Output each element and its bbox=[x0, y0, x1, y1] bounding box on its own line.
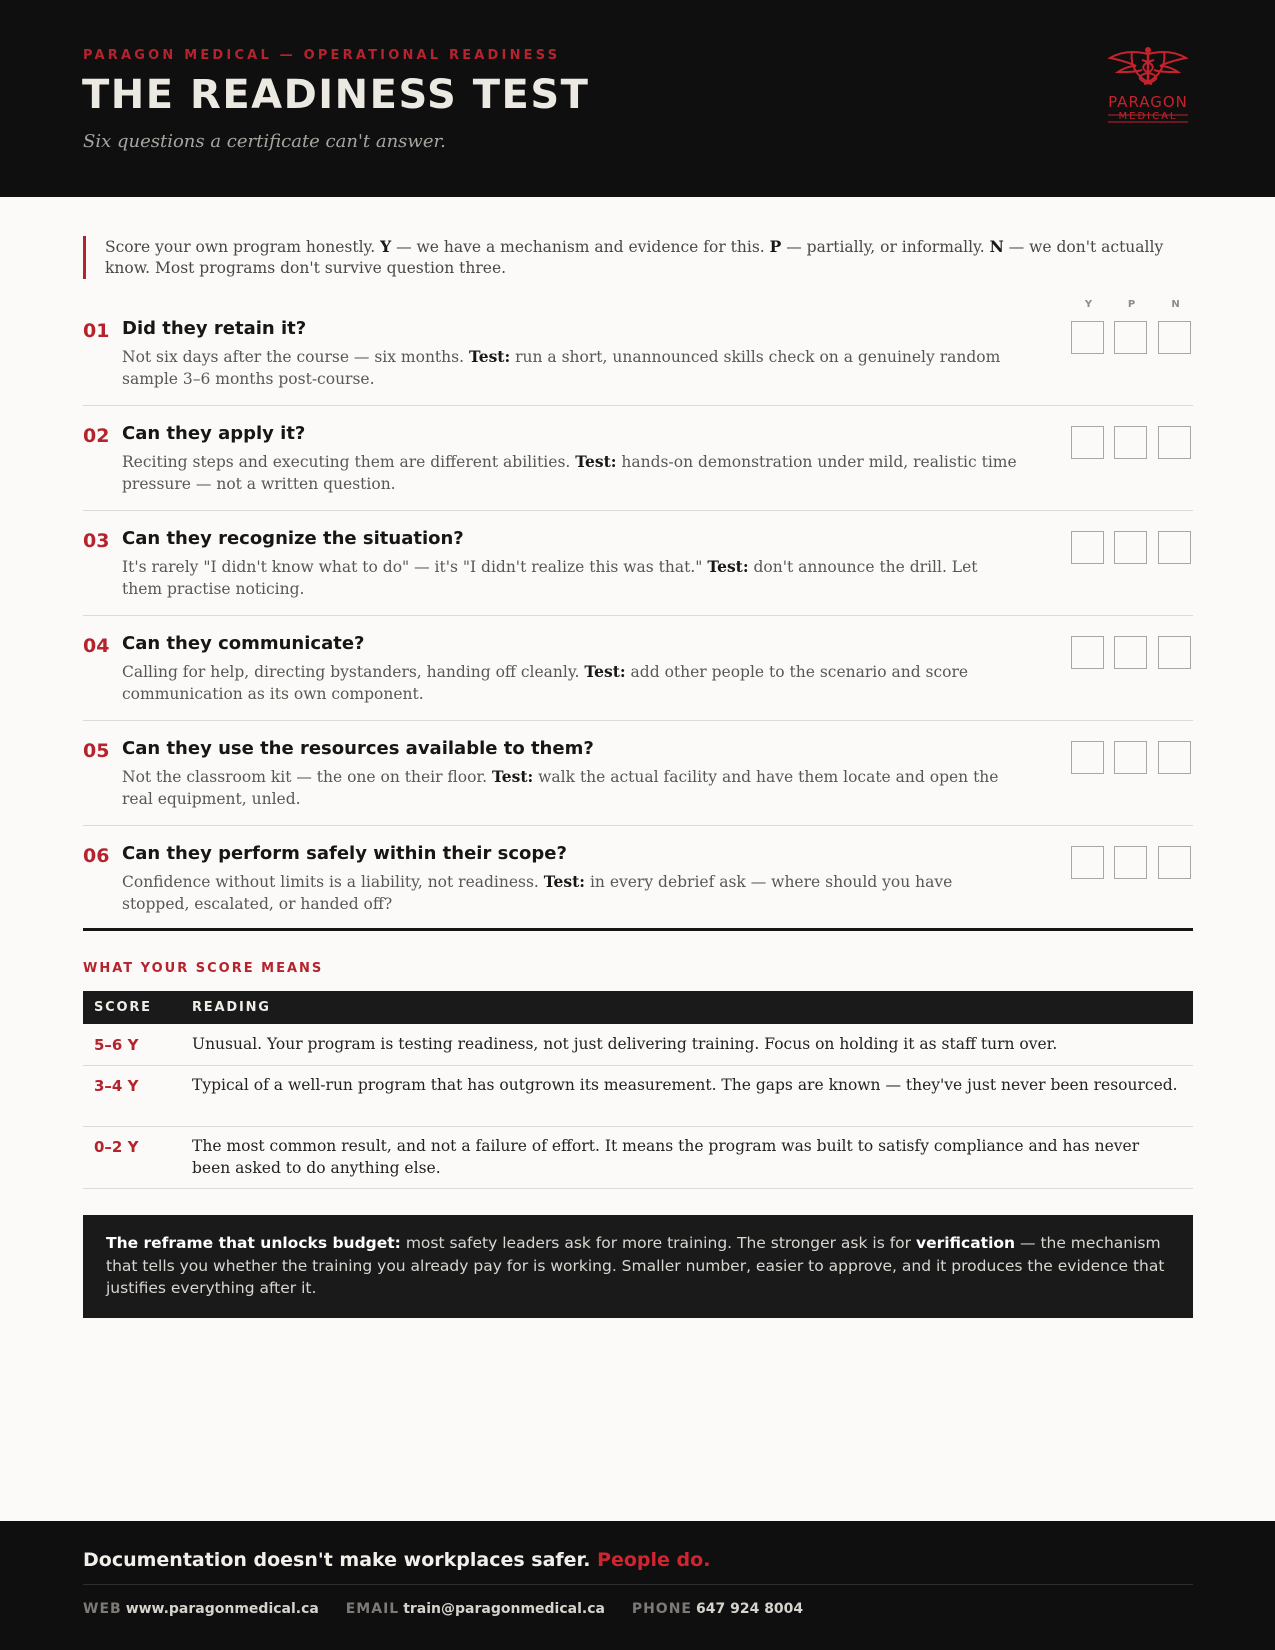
checkbox-p[interactable] bbox=[1114, 426, 1147, 459]
tagline-text: Documentation doesn't make workplaces safer. bbox=[83, 1549, 591, 1571]
intro-lead: Score your own program honestly. bbox=[105, 238, 381, 256]
question-description bbox=[122, 661, 1022, 705]
key-p: P bbox=[769, 237, 782, 256]
question-number: 06 bbox=[83, 845, 110, 867]
page-subtitle: Six questions a certificate can't answer. bbox=[83, 131, 446, 152]
checkbox-p[interactable] bbox=[1114, 741, 1147, 774]
question-title: Can they communicate? bbox=[122, 633, 365, 654]
caduceus-icon bbox=[1110, 47, 1186, 84]
table-row bbox=[83, 1126, 1193, 1189]
checkbox-n[interactable] bbox=[1158, 321, 1191, 354]
test-label: Test: bbox=[492, 767, 534, 786]
col-n-header: N bbox=[1171, 299, 1180, 310]
checkbox-n[interactable] bbox=[1158, 531, 1191, 564]
question-number: 04 bbox=[83, 635, 110, 657]
budget-reframe-callout bbox=[83, 1215, 1193, 1318]
description-text: Reciting steps and executing them are different abilities. bbox=[122, 453, 576, 471]
test-label: Test: bbox=[543, 872, 586, 891]
tagline-accent: People do. bbox=[597, 1549, 711, 1571]
checkbox-p[interactable] bbox=[1114, 531, 1147, 564]
score-column-header: SCORE bbox=[94, 1000, 152, 1015]
answer-column-headers bbox=[1071, 299, 1193, 313]
checkbox-n[interactable] bbox=[1158, 846, 1191, 879]
logo-subword: MEDICAL bbox=[1118, 111, 1178, 122]
row-divider bbox=[83, 405, 1193, 406]
question-description bbox=[122, 871, 1022, 915]
checkbox-y[interactable] bbox=[1071, 321, 1104, 354]
col-p-header: P bbox=[1127, 299, 1136, 310]
web-label: WEB bbox=[83, 1601, 122, 1617]
score-value: 0–2 Y bbox=[94, 1138, 139, 1156]
section-divider bbox=[83, 928, 1193, 931]
question-description bbox=[122, 556, 1022, 600]
description-text: It's rarely "I didn't know what to do" — it's "I didn't realize this was that." bbox=[122, 558, 708, 576]
scoring-instructions bbox=[83, 236, 1193, 279]
row-divider bbox=[83, 825, 1193, 826]
logo-wordmark: PARAGON bbox=[1108, 93, 1188, 111]
reading-column-header: READING bbox=[192, 1000, 271, 1015]
table-row bbox=[83, 1024, 1193, 1066]
question-title: Can they perform safely within their scope? bbox=[122, 843, 567, 864]
website-link[interactable]: www.paragonmedical.ca bbox=[125, 1601, 319, 1617]
intro-n-text: — we don't actually know. Most programs don't survive question three. bbox=[105, 238, 1164, 277]
test-text: don't announce the drill. Let them practise noticing. bbox=[122, 558, 978, 598]
page-footer bbox=[0, 1521, 1275, 1650]
callout-lead: The reframe that unlocks budget: bbox=[106, 1234, 401, 1252]
checkbox-y[interactable] bbox=[1071, 426, 1104, 459]
row-divider bbox=[83, 510, 1193, 511]
question-number: 03 bbox=[83, 530, 110, 552]
description-text: Confidence without limits is a liability, not readiness. bbox=[122, 873, 544, 891]
footer-tagline bbox=[83, 1549, 710, 1571]
description-text: Calling for help, directing bystanders, handing off cleanly. bbox=[122, 663, 585, 681]
test-text: hands-on demonstration under mild, realistic time pressure — not a written question. bbox=[122, 453, 1017, 493]
test-label: Test: bbox=[584, 662, 626, 681]
test-text: in every debrief ask — where should you have stopped, escalated, or handed off? bbox=[122, 873, 953, 913]
checkbox-p[interactable] bbox=[1114, 846, 1147, 879]
question-title: Can they recognize the situation? bbox=[122, 528, 464, 549]
callout-emphasis: verification bbox=[915, 1234, 1016, 1252]
test-text: add other people to the scenario and score communication as its own component. bbox=[122, 663, 969, 703]
question-description bbox=[122, 766, 1022, 810]
callout-tail: — the mechanism that tells you whether the training you already pay for is working. Smaller number, easier to approve, and it produces the evidence that justifies everything after it. bbox=[106, 1234, 1165, 1297]
checkbox-y[interactable] bbox=[1071, 741, 1104, 774]
checkbox-p[interactable] bbox=[1114, 636, 1147, 669]
score-section-heading: WHAT YOUR SCORE MEANS bbox=[83, 961, 324, 976]
question-title: Can they use the resources available to them? bbox=[122, 738, 594, 759]
intro-y-text: — we have a mechanism and evidence for this. bbox=[391, 238, 770, 256]
paragon-medical-logo bbox=[1102, 44, 1194, 130]
row-divider bbox=[83, 615, 1193, 616]
checkbox-y[interactable] bbox=[1071, 531, 1104, 564]
key-n: N bbox=[989, 237, 1004, 256]
score-table-header bbox=[83, 991, 1193, 1024]
description-text: Not the classroom kit — the one on their floor. bbox=[122, 768, 492, 786]
question-title: Did they retain it? bbox=[122, 318, 307, 339]
page-header bbox=[0, 0, 1275, 197]
score-value: 5–6 Y bbox=[94, 1036, 139, 1054]
key-y: Y bbox=[380, 237, 392, 256]
checkbox-n[interactable] bbox=[1158, 636, 1191, 669]
test-text: walk the actual facility and have them locate and open the real equipment, unled. bbox=[122, 768, 999, 808]
contact-info bbox=[83, 1601, 825, 1617]
score-reading: The most common result, and not a failure of effort. It means the program was built to satisfy compliance and has never been asked to do anything else. bbox=[192, 1137, 1140, 1177]
header-eyebrow: PARAGON MEDICAL — OPERATIONAL READINESS bbox=[83, 48, 561, 63]
phone-label: PHONE bbox=[631, 1601, 692, 1617]
col-y-header: Y bbox=[1084, 299, 1093, 310]
question-number: 02 bbox=[83, 425, 110, 447]
test-label: Test: bbox=[575, 452, 617, 471]
test-label: Test: bbox=[468, 347, 511, 366]
row-divider bbox=[83, 720, 1193, 721]
question-title: Can they apply it? bbox=[122, 423, 306, 444]
intro-p-text: — partially, or informally. bbox=[781, 238, 990, 256]
score-reading: Typical of a well-run program that has outgrown its measurement. The gaps are known — they've just never been resourced. bbox=[192, 1076, 1178, 1094]
checkbox-y[interactable] bbox=[1071, 846, 1104, 879]
test-label: Test: bbox=[707, 557, 749, 576]
question-description bbox=[122, 346, 1022, 390]
page-title: THE READINESS TEST bbox=[82, 72, 590, 118]
question-number: 05 bbox=[83, 740, 110, 762]
phone-number[interactable]: 647 924 8004 bbox=[696, 1601, 804, 1617]
score-value: 3–4 Y bbox=[94, 1077, 139, 1095]
callout-text: most safety leaders ask for more training. The stronger ask is for bbox=[400, 1234, 916, 1252]
checkbox-p[interactable] bbox=[1114, 321, 1147, 354]
description-text: Not six days after the course — six months. bbox=[122, 348, 469, 366]
test-text: run a short, unannounced skills check on a genuinely random sample 3–6 months post-course. bbox=[122, 348, 1001, 388]
checkbox-y[interactable] bbox=[1071, 636, 1104, 669]
table-row bbox=[83, 1065, 1193, 1127]
email-link[interactable]: train@paragonmedical.ca bbox=[403, 1601, 605, 1617]
question-number: 01 bbox=[83, 320, 110, 342]
checkbox-n[interactable] bbox=[1158, 741, 1191, 774]
footer-divider bbox=[83, 1584, 1193, 1585]
checkbox-n[interactable] bbox=[1158, 426, 1191, 459]
email-label: EMAIL bbox=[345, 1601, 400, 1617]
question-description bbox=[122, 451, 1022, 495]
score-reading: Unusual. Your program is testing readiness, not just delivering training. Focus on holding it as staff turn over. bbox=[192, 1035, 1058, 1053]
